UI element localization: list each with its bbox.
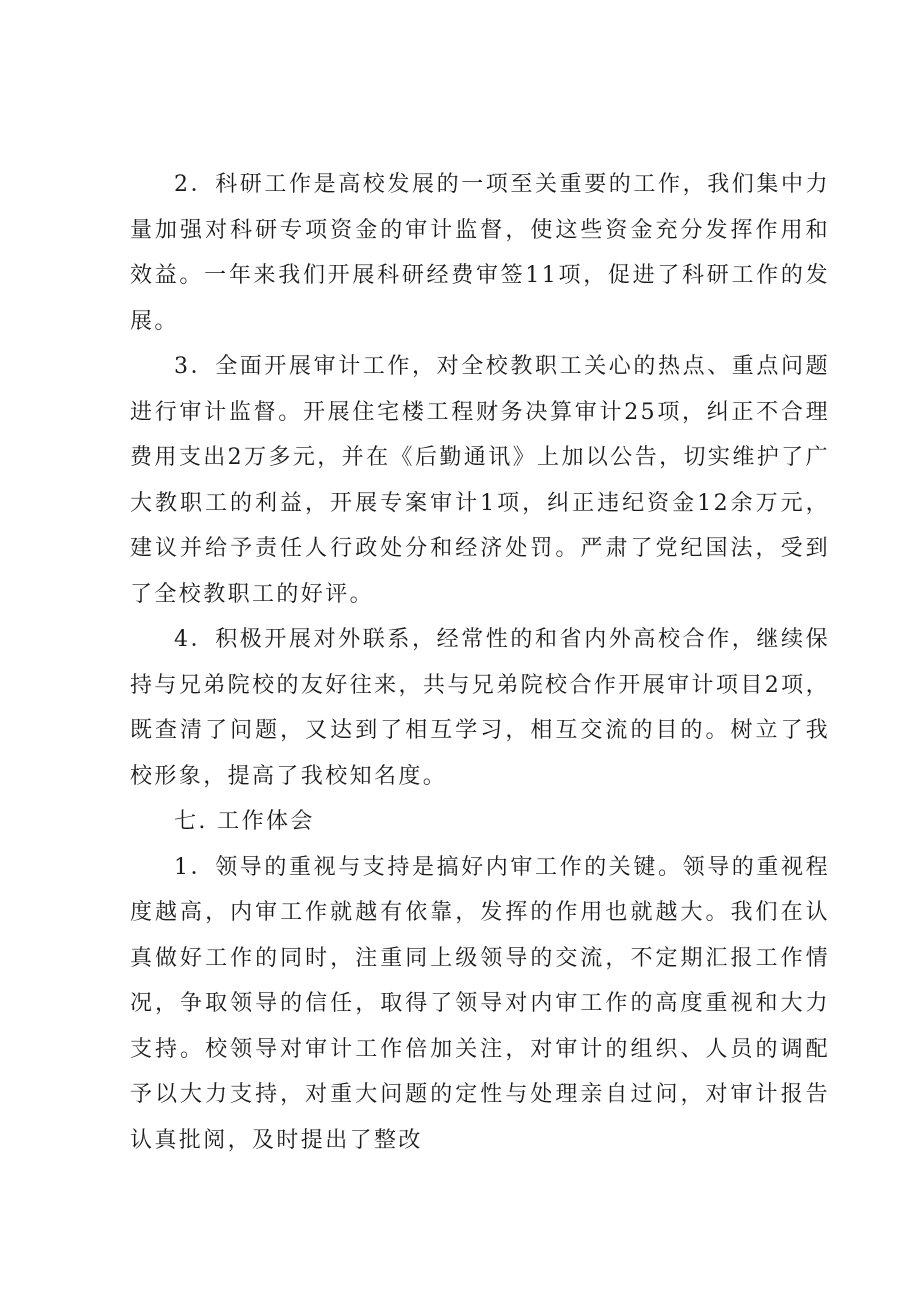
- paragraph-item-2: 2．科研工作是高校发展的一项至关重要的工作，我们集中力量加强对科研专项资金的审计监督，使这些资金充分发挥作用和效益。一年来我们开展科研经费审签11项，促进了科研工作的发展。: [130, 172, 830, 334]
- paragraph-experience-1: 1．领导的重视与支持是搞好内审工作的关键。领导的重视程度越高，内审工作就越有依靠，发挥的作用也就越大。我们在认真做好工作的同时，注重同上级领导的交流，不定期汇报工作情况，争取领导的信任，取得了领导对内审工作的高度重视和大力支持。校领导对审计工作倍加关注，对审计的组织、人员的调配予以大力支持，对重大问题的定性与处理亲自过问，对审计报告认真批阅，及时提出了整改: [130, 854, 830, 1153]
- paragraph-item-4: 4．积极开展对外联系，经常性的和省内外高校合作，继续保持与兄弟院校的友好往来，共与兄弟院校合作开展审计项目2项，既查清了问题，又达到了相互学习，相互交流的目的。树立了我校形象，提高了我校知名度。: [130, 627, 830, 789]
- paragraph-item-3: 3．全面开展审计工作，对全校教职工关心的热点、重点问题进行审计监督。开展住宅楼工程财务决算审计25项，纠正不合理费用支出2万多元，并在《后勤通讯》上加以公告，切实维护了广大教职工的利益，开展专案审计1项，纠正违纪资金12余万元，建议并给予责任人行政处分和经济处罚。严肃了党纪国法，受到了全校教职工的好评。: [130, 354, 830, 607]
- document-body: [130, 162, 830, 1163]
- section-heading: 七. 工作体会: [174, 809, 315, 834]
